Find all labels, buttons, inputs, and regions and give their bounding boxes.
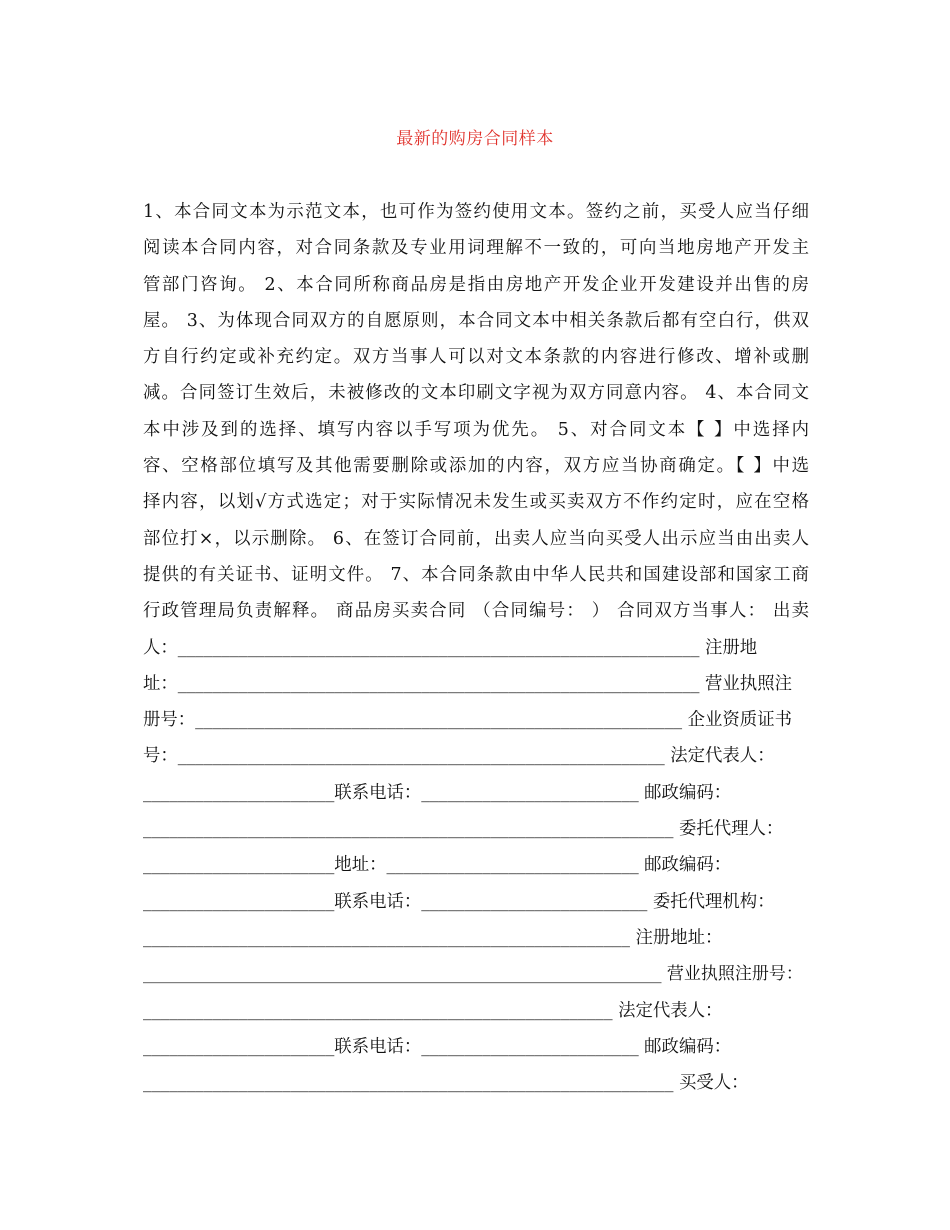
form-field-line: _____________________________________________________________ 营业执照注册号：	[143, 964, 803, 985]
form-field-line: _____________________________________________________________ 委托代理人：	[143, 819, 784, 840]
document-title: 最新的购房合同样本	[396, 129, 554, 149]
document-body	[143, 194, 809, 1101]
paragraph-line: 部位打×，以示删除。 6、在签订合同前，出卖人应当向买受人出示应当由出卖人	[143, 528, 809, 549]
paragraph-line: 行政管理局负责解释。 商品房买卖合同 （合同编号： ） 合同双方当事人： 出卖	[143, 601, 809, 622]
form-field-line: ______________________联系电话：_________________________ 邮政编码：	[143, 1036, 732, 1057]
paragraph-line: 提供的有关证书、证明文件。 7、本合同条款由中华人民共和国建设部和国家工商	[143, 564, 809, 585]
paragraph-line: 屋。 3、为体现合同双方的自愿原则，本合同文本中相关条款后都有空白行，供双	[143, 310, 809, 331]
paragraph-line: 本中涉及到的选择、填写内容以手写项为优先。 5、对合同文本【 】中选择内	[143, 419, 809, 440]
form-field-line: 号：________________________________________________________ 法定代表人：	[143, 746, 775, 767]
form-field-line: ______________________联系电话：__________________________ 委托代理机构：	[143, 891, 775, 912]
paragraph-line: 管部门咨询。 2、本合同所称商品房是指由房地产开发企业开发建设并出售的房	[143, 274, 809, 295]
form-field-line: ______________________地址：_____________________________ 邮政编码：	[143, 855, 732, 876]
paragraph-line: 择内容，以划√方式选定；对于实际情况未发生或买卖双方不作约定时，应在空格	[143, 492, 809, 513]
form-field-line: 人：____________________________________________________________ 注册地	[143, 637, 758, 658]
paragraph-line: 阅读本合同内容，对合同条款及专业用词理解不一致的，可向当地房地产开发主	[143, 238, 809, 259]
form-field-line: _____________________________________________________________ 买受人：	[143, 1073, 749, 1094]
paragraph-line: 1、本合同文本为示范文本，也可作为签约使用文本。签约之前，买受人应当仔细	[143, 202, 809, 222]
form-field-line: ________________________________________________________ 注册地址：	[143, 927, 723, 948]
form-field-line: ______________________联系电话：_________________________ 邮政编码：	[143, 782, 732, 803]
paragraph-line: 方自行约定或补充约定。双方当事人可以对文本条款的内容进行修改、增补或删	[143, 347, 809, 368]
paragraph-line: 减。合同签订生效后，未被修改的文本印刷文字视为双方同意内容。 4、本合同文	[143, 383, 809, 404]
form-field-line: 册号：________________________________________________________ 企业资质证书	[143, 710, 792, 731]
paragraph-line: 容、空格部位填写及其他需要删除或添加的内容，双方应当协商确定。【 】中选	[143, 456, 809, 477]
form-field-line: 址：____________________________________________________________ 营业执照注	[143, 673, 792, 694]
form-field-line: ______________________________________________________ 法定代表人：	[143, 1000, 723, 1021]
